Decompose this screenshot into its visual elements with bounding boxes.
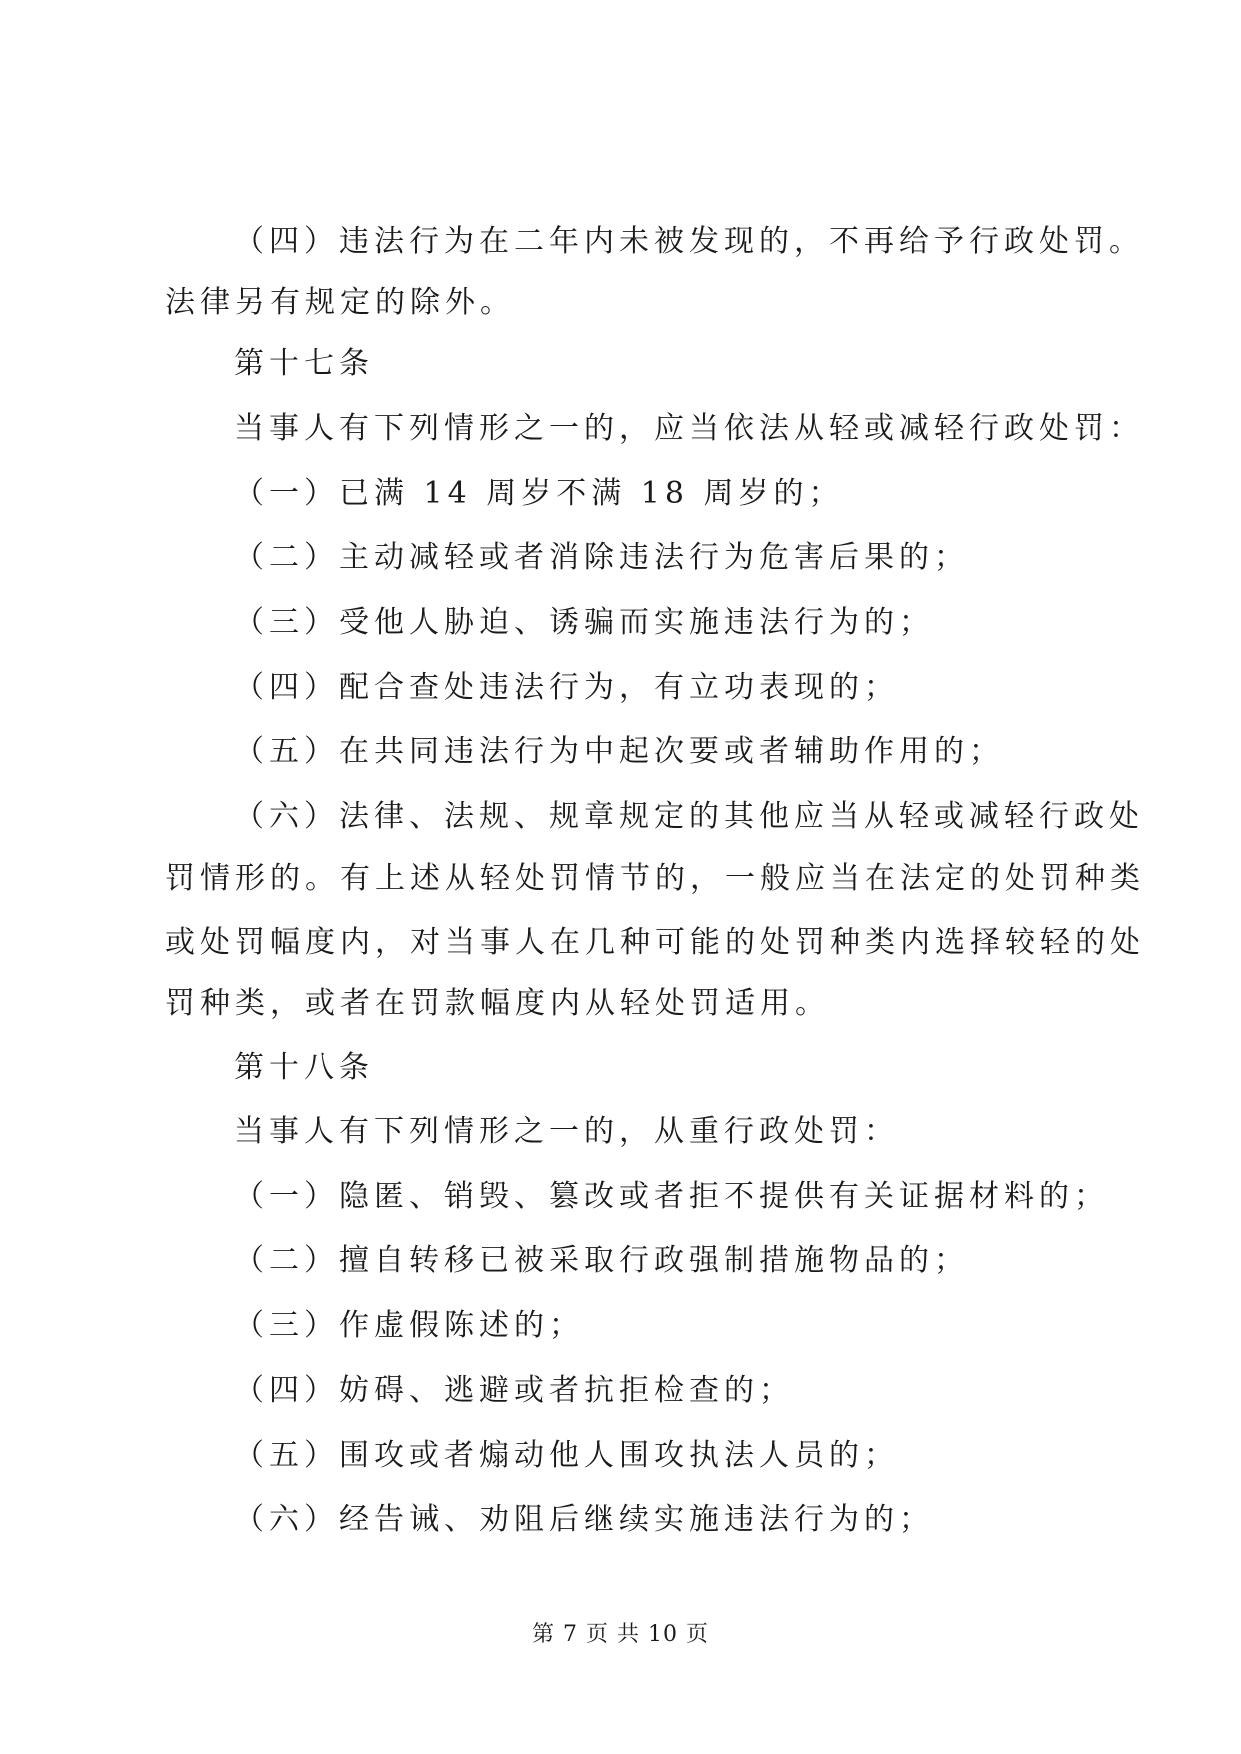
list-item: （五）围攻或者煽动他人围攻执法人员的；: [234, 1438, 899, 1473]
page-number-footer: 第 7 页 共 10 页: [532, 1622, 709, 1647]
list-item: （六）法律、法规、规章规定的其他应当从轻或减轻行政处: [234, 799, 1144, 834]
list-item: （二）擅自转移已被采取行政强制措施物品的；: [234, 1243, 969, 1278]
paragraph-line: 罚种类，或者在罚款幅度内从轻处罚适用。: [165, 986, 830, 1021]
list-item: （三）作虚假陈述的；: [234, 1308, 584, 1343]
paragraph-line: 当事人有下列情形之一的，从重行政处罚：: [234, 1114, 899, 1149]
list-item: （四）妨碍、逃避或者抗拒检查的；: [234, 1373, 794, 1408]
list-item: （三）受他人胁迫、诱骗而实施违法行为的；: [234, 605, 934, 640]
paragraph-line: 法律另有规定的除外。: [165, 285, 515, 320]
paragraph-line: 或处罚幅度内，对当事人在几种可能的处罚种类内选择较轻的处: [165, 925, 1145, 960]
list-item: （四）配合查处违法行为，有立功表现的；: [234, 670, 899, 705]
article-heading: 第十八条: [234, 1050, 374, 1085]
list-item: （一）隐匿、销毁、篡改或者拒不提供有关证据材料的；: [234, 1179, 1109, 1214]
paragraph-line: 罚情形的。有上述从轻处罚情节的，一般应当在法定的处罚种类: [165, 861, 1145, 896]
paragraph-line: 当事人有下列情形之一的，应当依法从轻或减轻行政处罚：: [234, 411, 1144, 446]
list-item: （六）经告诫、劝阻后继续实施违法行为的；: [234, 1502, 934, 1537]
list-item: （五）在共同违法行为中起次要或者辅助作用的；: [234, 734, 1004, 769]
article-heading: 第十七条: [234, 346, 374, 381]
paragraph-line: （四）违法行为在二年内未被发现的，不再给予行政处罚。: [234, 224, 1144, 259]
list-item: （二）主动减轻或者消除违法行为危害后果的；: [234, 540, 969, 575]
list-item: （一）已满 14 周岁不满 18 周岁的；: [234, 476, 844, 511]
